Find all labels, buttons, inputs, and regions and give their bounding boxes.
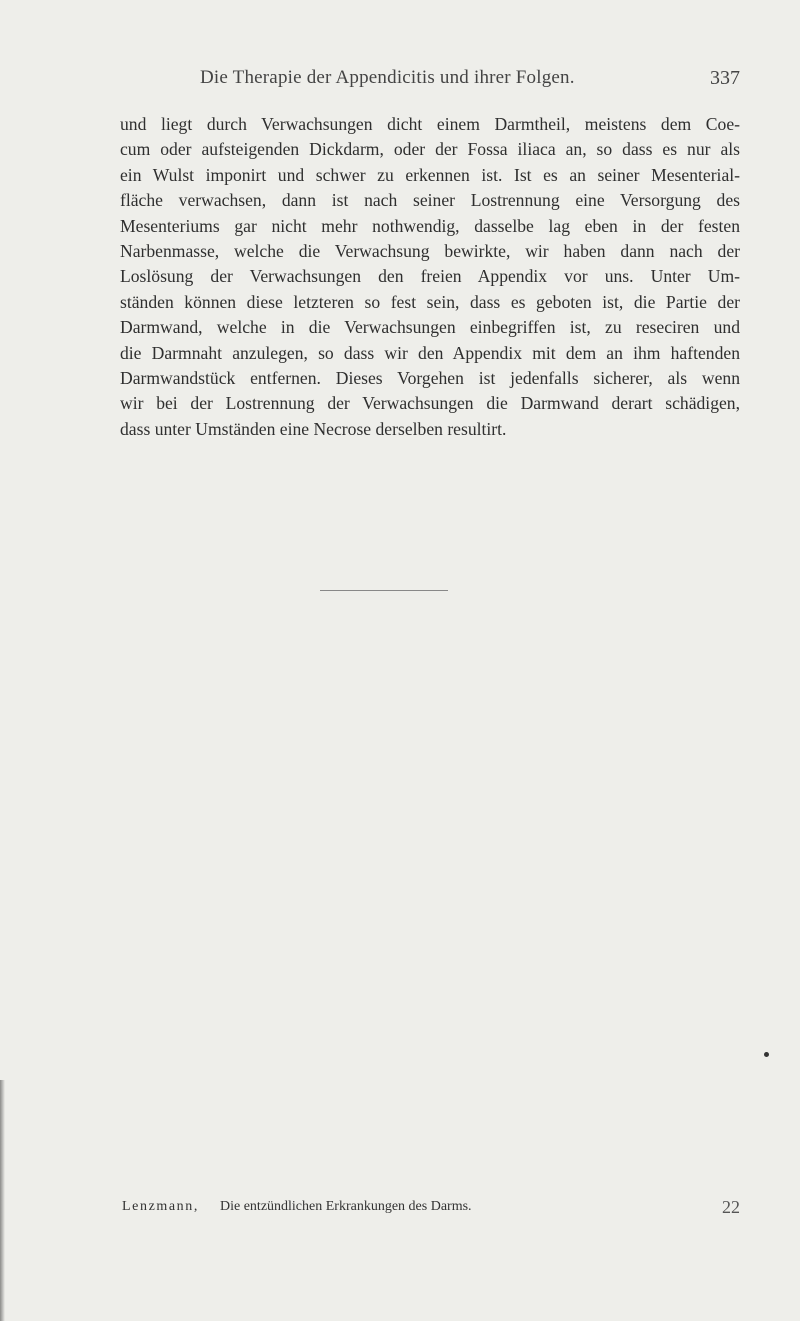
- text-line: fläche verwachsen, dann ist nach seiner Lostrennung eine Versorgung des: [120, 190, 740, 211]
- running-head: [120, 67, 740, 93]
- footer-title: Die entzündlichen Erkrankungen des Darms.: [220, 1199, 472, 1214]
- text-line: Loslösung der Verwachsungen den freien Appendix vor uns. Unter Um-: [120, 266, 740, 287]
- text-line: dass unter Umständen eine Necrose derselben resultirt.: [120, 418, 507, 439]
- page-edge-shadow: [0, 1080, 5, 1321]
- footer-author: Lenzmann,: [122, 1199, 199, 1214]
- text-line: Darmwandstück entfernen. Dieses Vorgehen ist jedenfalls sicherer, als wenn: [120, 367, 740, 388]
- page-number: 337: [710, 67, 740, 89]
- running-head-title: Die Therapie der Appendicitis und ihrer Folgen.: [200, 67, 575, 88]
- text-line: cum oder aufsteigenden Dickdarm, oder der Fossa iliaca an, so dass es nur als: [120, 139, 740, 160]
- text-line: wir bei der Lostrennung der Verwachsungen die Darmwand derart schädigen,: [120, 393, 740, 414]
- text-line: Darmwand, welche in die Verwachsungen einbegriffen ist, zu reseciren und: [120, 317, 740, 338]
- ink-spot: [764, 1052, 769, 1057]
- section-divider: [320, 590, 448, 591]
- signature-mark: 22: [722, 1197, 740, 1217]
- text-line: Mesenteriums gar nicht mehr nothwendig, dasselbe lag eben in der festen: [120, 215, 740, 236]
- text-line: die Darmnaht anzulegen, so dass wir den Appendix mit dem an ihm haftenden: [120, 342, 740, 363]
- text-line: und liegt durch Verwachsungen dicht einem Darmtheil, meistens dem Coe-: [120, 114, 740, 134]
- body-paragraph: [120, 112, 740, 442]
- text-line: ein Wulst imponirt und schwer zu erkennen ist. Ist es an seiner Mesenterial-: [120, 164, 740, 185]
- text-line: ständen können diese letzteren so fest sein, dass es geboten ist, die Partie der: [120, 291, 740, 312]
- footer: [122, 1197, 740, 1219]
- text-line: Narbenmasse, welche die Verwachsung bewirkte, wir haben dann nach der: [120, 240, 740, 261]
